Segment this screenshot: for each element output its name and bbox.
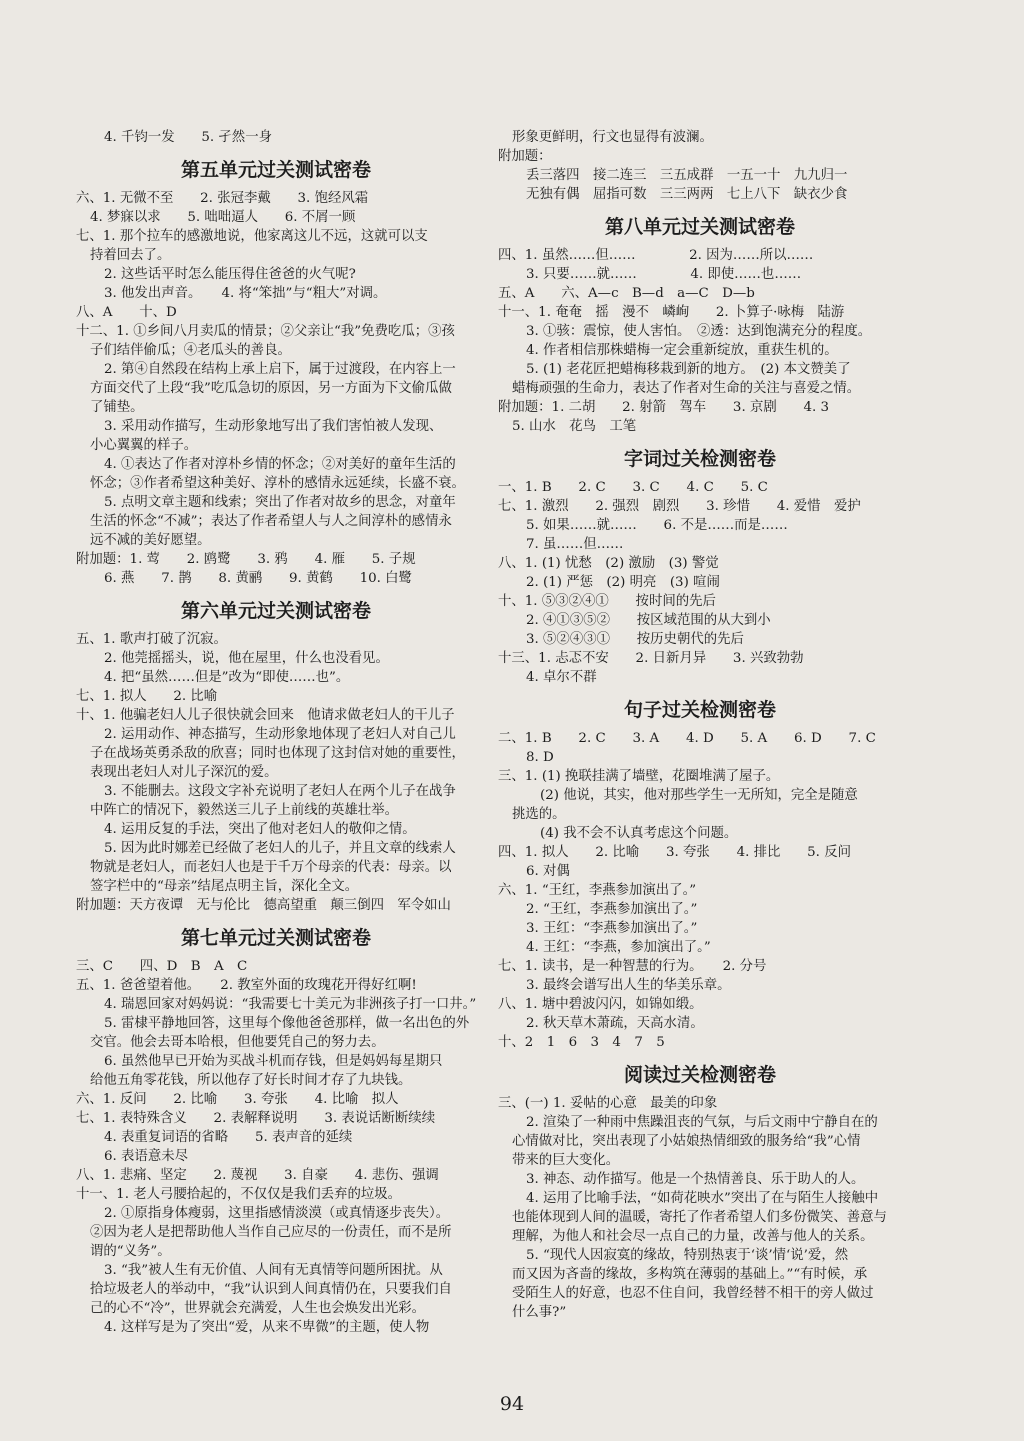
answer-line: 四、1. 虽然……但…… 2. 因为……所以…… — [498, 248, 814, 263]
answer-line: 2. “王红，李燕参加演出了。” — [526, 902, 698, 917]
section-title: 第六单元过关测试密卷 — [180, 600, 371, 622]
answer-line: 物就是老妇人，而老妇人也是于千万个母亲的代表：母亲。以 — [90, 860, 452, 875]
answer-line: 受陌生人的好意，也忍不住自问，我曾经替不相干的旁人做过 — [512, 1286, 874, 1301]
answer-line: 3. 只要……就…… 4. 即使……也…… — [526, 267, 802, 282]
answer-line: 八、1. 塘中碧波闪闪，如锦如缎。 — [498, 997, 703, 1012]
answer-line: 2. ④①③⑤② 按区域范围的从大到小 — [526, 613, 771, 628]
answer-line: 六、1. 反问 2. 比喻 3. 夸张 4. 比喻 拟人 — [76, 1092, 399, 1107]
answer-line: 5. 因为此时娜差已经做了老妇人的儿子，并且文章的线索人 — [104, 841, 456, 856]
answer-line: 交官。他会去哥本哈根，但他要凭自己的努力去。 — [90, 1035, 385, 1050]
answer-line: 2. (1) 严惩 (2) 明亮 (3) 喧闹 — [526, 575, 720, 590]
answer-line: 拾垃圾老人的举动中，“我”认识到人间真情仍在，只要我们自 — [90, 1282, 452, 1297]
answer-line: 七、1. 拟人 2. 比喻 — [76, 689, 218, 704]
answer-line: 十、1. 他骗老妇人儿子很快就会回来 他请求做老妇人的干儿子 — [76, 708, 455, 723]
answer-line: 己的心不“冷”，世界就会充满爱，人生也会焕发出光彩。 — [90, 1301, 426, 1316]
answer-line: 4. ①表达了作者对淳朴乡情的怀念；②对美好的童年生活的 — [104, 457, 456, 472]
section-title: 第八单元过关测试密卷 — [604, 216, 795, 238]
answer-line: 2. 这些话平时怎么能压得住爸爸的火气呢? — [104, 267, 356, 282]
answer-line: 6. 对偶 — [526, 864, 570, 879]
answer-line: 五、1. 歌声打破了沉寂。 — [76, 632, 227, 647]
answer-line: 中阵亡的情况下，毅然送三儿子上前线的英雄壮举。 — [90, 803, 398, 818]
answer-line: 而又因为吝啬的缘故，多构筑在薄弱的基础上。”“有时候，承 — [512, 1267, 868, 1282]
section-title: 字词过关检测密卷 — [623, 448, 776, 470]
answer-line: 3. ①骇：震惊，使人害怕。 ②透：达到饱满充分的程度。 — [526, 324, 872, 339]
answer-line: 也能体现到人间的温暖，寄托了作者希望人们多份微笑、善意与 — [512, 1210, 887, 1225]
answer-line: 十、1. ⑤③②④① 按时间的先后 — [498, 594, 716, 609]
answer-line: 4. 把“虽然……但是”改为“即使……也”。 — [104, 670, 350, 685]
answer-line: 3. 最终会谱写出人生的华美乐章。 — [526, 978, 731, 993]
answer-line: (2) 他说，其实，他对那些学生一无所知，完全是随意 — [540, 788, 858, 803]
answer-line: 十三、1. 忐忑不安 2. 日新月异 3. 兴致勃勃 — [498, 651, 804, 666]
answer-line: 六、1. “王红，李燕参加演出了。” — [498, 883, 697, 898]
answer-line: 了铺垫。 — [90, 400, 144, 415]
answer-line: 4. 表重复词语的省略 5. 表声音的延续 — [104, 1130, 353, 1145]
answer-line: 5. 点明文章主题和线索；突出了作者对故乡的思念，对童年 — [104, 495, 456, 510]
answer-line: 3. 王红：“李燕参加演出了。” — [526, 921, 698, 936]
answer-line: 小心翼翼的样子。 — [90, 438, 198, 453]
section-title: 句子过关检测密卷 — [623, 699, 776, 721]
answer-line: 二、1. B 2. C 3. A 4. D 5. A 6. D 7. C — [498, 731, 876, 746]
answer-line: 方面交代了上段“我”吃瓜急切的原因，另一方面为下文偷瓜做 — [90, 381, 452, 396]
answer-line: 七、1. 读书，是一种智慧的行为。 2. 分号 — [498, 959, 767, 974]
answer-line: 4. 王红：“李燕，参加演出了。” — [526, 940, 711, 955]
answer-line: 5. 山水 花鸟 工笔 — [512, 419, 637, 434]
answer-line: 十、2 1 6 3 4 7 5 — [498, 1035, 665, 1050]
answer-line: ②因为老人是把帮助他人当作自己应尽的一份责任，而不是所 — [90, 1225, 452, 1240]
answer-line: 3. ⑤②④③① 按历史朝代的先后 — [526, 632, 744, 647]
left-column — [76, 128, 476, 1337]
answer-line: 形象更鲜明，行文也显得有波澜。 — [512, 130, 713, 145]
answer-line: 2. ①原指身体瘦弱，这里指感情淡漠（或真情逐步丧失）。 — [104, 1206, 450, 1221]
answer-line: 2. 秋天草木萧疏，天高水清。 — [526, 1016, 704, 1031]
answer-line: 怀念；③作者希望这种美好、淳朴的感情永远延续，长盛不衰。 — [90, 476, 465, 491]
answer-line: 7. 虽……但…… — [526, 537, 624, 552]
answer-line: 七、1. 表特殊含义 2. 表解释说明 3. 表说话断断续续 — [76, 1111, 436, 1126]
answer-line: 挑选的。 — [512, 807, 566, 822]
answer-line: 表现出老妇人对儿子深沉的爱。 — [90, 765, 278, 780]
answer-line: 三、1. (1) 挽联挂满了墙壁，花圈堆满了屋子。 — [498, 769, 780, 784]
answer-line: 3. 采用动作描写，生动形象地写出了我们害怕被人发现、 — [104, 419, 443, 434]
answer-line: 4. 梦寐以求 5. 咄咄逼人 6. 不屑一顾 — [90, 210, 356, 225]
page-number: 94 — [499, 1393, 525, 1415]
answer-line: 子在战场英勇杀敌的欣喜；同时也体现了这封信对她的重要性， — [90, 746, 465, 761]
answer-line: 八、A 十、D — [76, 305, 177, 320]
answer-line: 八、1. (1) 忧愁 (2) 激励 (3) 警觉 — [498, 556, 719, 571]
answer-line: 四、1. 拟人 2. 比喻 3. 夸张 4. 排比 5. 反问 — [498, 845, 851, 860]
answer-line: 生活的怀念“不减”；表达了作者希望人与人之间淳朴的感情永 — [90, 514, 452, 529]
answer-line: 附加题：1. 二胡 2. 射箭 驾车 3. 京剧 4. 3 — [498, 400, 830, 415]
answer-line: 6. 虽然他早已开始为买战斗机而存钱，但是妈妈每星期只 — [104, 1054, 443, 1069]
answer-line: 给他五角零花钱，所以他存了好长时间才存了九块钱。 — [90, 1073, 412, 1088]
answer-line: 3. “我”被人生有无价值、人间有无真情等问题所困扰。从 — [104, 1263, 443, 1278]
answer-line: 2. 他莞摇摇头，说，他在屋里，什么也没看见。 — [104, 651, 389, 666]
answer-line: 子们结伴偷瓜；④老瓜头的善良。 — [90, 343, 291, 358]
answer-line: 签字栏中的“母亲”结尾点明主旨，深化全文。 — [90, 879, 359, 894]
answer-line: 2. 渲染了一种雨中焦躁沮丧的气氛，与后文雨中宁静自在的 — [526, 1115, 878, 1130]
answer-line: 4. 作者相信那株蜡梅一定会重新绽放，重获生机的。 — [526, 343, 838, 358]
answer-line: 5. (1) 老花匠把蜡梅移栽到新的地方。 (2) 本文赞美了 — [526, 362, 851, 377]
answer-line: 持着回去了。 — [90, 248, 171, 263]
section-title: 第七单元过关测试密卷 — [180, 927, 371, 949]
answer-line: 8. D — [526, 750, 554, 765]
answer-line: 六、1. 无微不至 2. 张冠李戴 3. 饱经风霜 — [76, 191, 369, 206]
answer-line: 七、1. 激烈 2. 强烈 剧烈 3. 珍惜 4. 爱惜 爱护 — [498, 499, 861, 514]
answer-line: 6. 表语意未尽 — [104, 1149, 188, 1164]
answer-line: 八、1. 悲痛、坚定 2. 蔑视 3. 自豪 4. 悲伤、强调 — [76, 1168, 439, 1183]
answer-line: 2. 第④自然段在结构上承上启下，属于过渡段，在内容上一 — [104, 362, 456, 377]
answer-line: 十一、1. 老人弓腰拾起的，不仅仅是我们丢弃的垃圾。 — [76, 1187, 402, 1202]
answer-line: 三、C 四、D B A C — [76, 959, 248, 974]
answer-line: 附加题：天方夜谭 无与伦比 德高望重 颠三倒四 军令如山 — [76, 898, 451, 913]
answer-line: 3. 他发出声音。 4. 将“笨拙”与“粗大”对调。 — [104, 286, 387, 301]
answer-line: 4. 运用反复的手法，突出了他对老妇人的敬仰之情。 — [104, 822, 416, 837]
answer-line: 4. 这样写是为了突出“爱，从来不卑微”的主题，使人物 — [104, 1320, 430, 1335]
answer-line: 附加题：1. 莺 2. 鸥鹭 3. 鸦 4. 雁 5. 子规 — [76, 552, 416, 567]
answer-line: 2. 运用动作、神态描写，生动形象地体现了老妇人对自己儿 — [104, 727, 456, 742]
answer-line: 带来的巨大变化。 — [512, 1153, 620, 1168]
answer-line: 谓的“义务”。 — [90, 1244, 171, 1259]
section-title: 第五单元过关测试密卷 — [180, 159, 371, 181]
answer-line: 一、1. B 2. C 3. C 4. C 5. C — [498, 480, 768, 495]
answer-line: 附加题： — [498, 149, 552, 164]
answer-line: 4. 卓尔不群 — [526, 670, 597, 685]
answer-line: 心情做对比，突出表现了小姑娘热情细致的服务给“我”心情 — [512, 1134, 861, 1149]
answer-line: 丢三落四 接二连三 三五成群 一五一十 九九归一 — [526, 168, 848, 183]
answer-line: 远不减的美好愿望。 — [90, 533, 211, 548]
answer-line: 3. 不能删去。这段文字补充说明了老妇人在两个儿子在战争 — [104, 784, 456, 799]
answer-line: 5. 如果……就…… 6. 不是……而是…… — [526, 518, 788, 533]
answer-line: 4. 运用了比喻手法，“如荷花映水”突出了在与陌生人接触中 — [526, 1191, 879, 1206]
answer-line: 无独有偶 屈指可数 三三两两 七上八下 缺衣少食 — [526, 187, 848, 202]
answer-line: 6. 燕 7. 鹊 8. 黄鹂 9. 黄鹤 10. 白鹭 — [104, 571, 412, 586]
answer-line: (4) 我不会不认真考虑这个问题。 — [540, 826, 738, 841]
answer-line: 4. 瑞恩回家对妈妈说：“我需要七十美元为非洲孩子打一口井。” — [104, 997, 476, 1012]
answer-line: 五、A 六、A—c B—d a—C D—b — [498, 286, 755, 301]
answer-line: 五、1. 爸爸望着他。 2. 教室外面的玫瑰花开得好红啊! — [76, 978, 417, 993]
right-column — [498, 128, 902, 1322]
answer-line: 十二、1. ①乡间八月卖瓜的情景；②父亲让“我”免费吃瓜；③孩 — [76, 324, 455, 339]
answer-line: 5. “现代人因寂寞的缘故，特别热衷于‘谈’情‘说’爱，然 — [526, 1248, 849, 1263]
answer-line: 4. 千钧一发 5. 孑然一身 — [104, 130, 272, 145]
answer-line: 3. 神态、动作描写。他是一个热情善良、乐于助人的人。 — [526, 1172, 865, 1187]
answer-line: 蜡梅顽强的生命力，表达了作者对生命的关注与喜爱之情。 — [512, 381, 861, 396]
section-title: 阅读过关检测密卷 — [623, 1064, 776, 1086]
answer-line: 5. 雷棣平静地回答，这里每个像他爸爸那样，做一名出色的外 — [104, 1016, 470, 1031]
answer-line: 七、1. 那个拉车的感激地说，他家离这儿不远，这就可以支 — [76, 229, 428, 244]
answer-line: 三、(一) 1. 妥帖的心意 最美的印象 — [498, 1096, 718, 1111]
answer-line: 什么事?” — [512, 1305, 567, 1320]
answer-line: 十一、1. 奄奄 摇 漫不 嶙峋 2. 卜算子·咏梅 陆游 — [498, 305, 845, 320]
answer-line: 理解，为他人和社会尽一点自己的力量，改善与他人的关系。 — [512, 1229, 874, 1244]
